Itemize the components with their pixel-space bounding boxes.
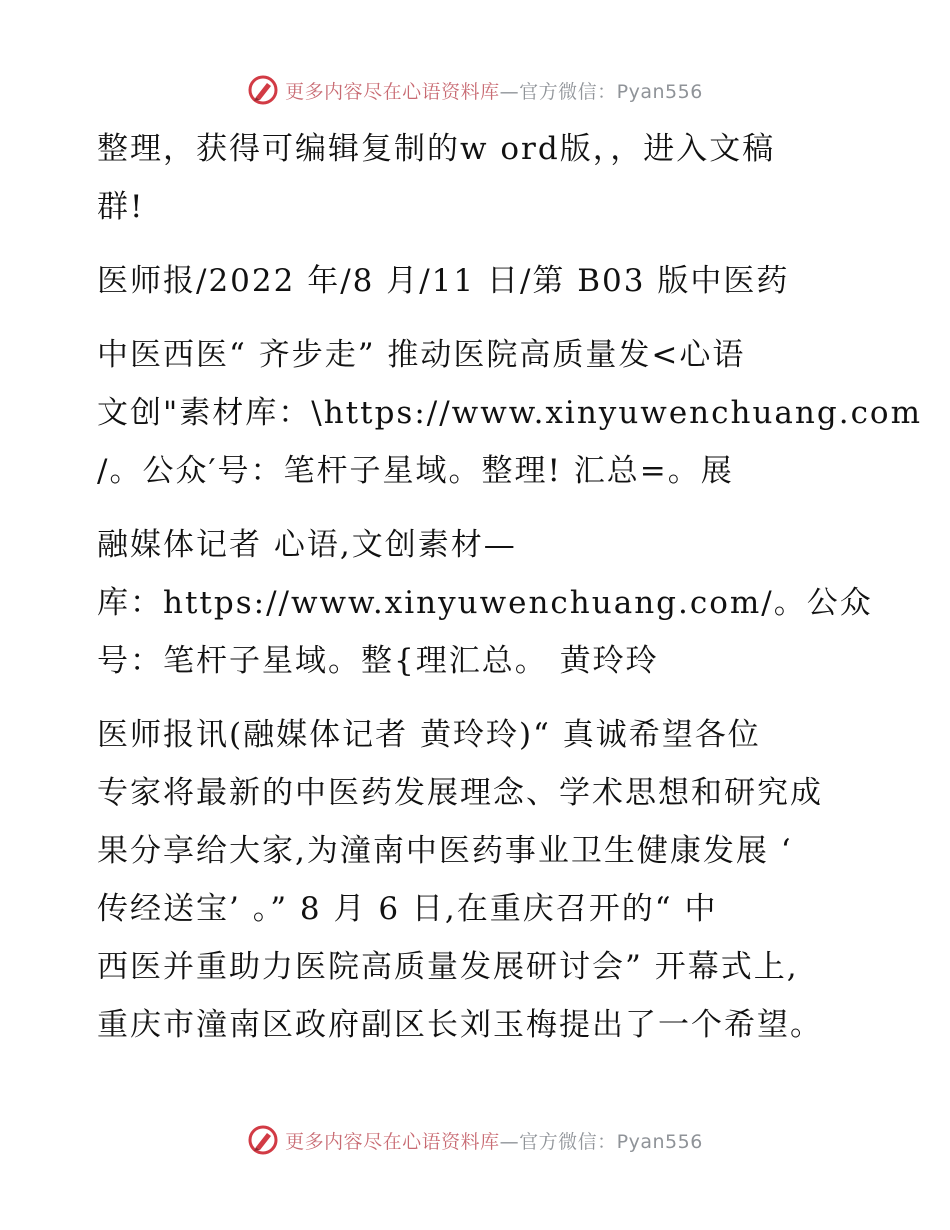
text-line: 传经送宝’ 。” 8 月 6 日,在重庆召开的“ 中: [97, 891, 718, 927]
text-line: /。公众′号：笔杆子星域。整理! 汇总=。展: [97, 453, 734, 489]
text-line: 号：笔杆子星域。整{理汇总。 黄玲玲: [97, 643, 659, 679]
text-line: 专家将最新的中医药发展理念、学术思想和研究成: [97, 775, 823, 811]
banner-site-text: 更多内容尽在心语资料库: [285, 80, 500, 103]
text-line: 库：https://www.xinyuwenchuang.com/。公众: [97, 585, 873, 621]
footer-banner-inner: [247, 1124, 703, 1156]
banner-wechat-text: —官方微信：Pyan556: [499, 1130, 703, 1153]
text-line: 文创"素材库：\https://www.xinyuwenchuang.com: [97, 395, 922, 431]
text-line: 中医西医“ 齐步走” 推动医院高质量发<心语: [97, 337, 746, 373]
banner-site-text: 更多内容尽在心语资料库: [285, 1130, 500, 1153]
paragraph-4: [97, 516, 873, 690]
text-line: 整理，获得可编辑复制的w ord版，，进入文稿: [97, 131, 776, 167]
text-line: 融媒体记者 心语,文创素材—: [97, 527, 517, 563]
text-line: 医师报讯(融媒体记者 黄玲玲)“ 真诚希望各位: [97, 717, 761, 753]
banner-wechat-text: —官方微信：Pyan556: [499, 80, 703, 103]
text-line: 群!: [97, 189, 145, 225]
footer-banner: [0, 1120, 950, 1160]
header-banner-inner: [247, 74, 703, 106]
text-line: 医师报/2022 年/8 月/11 日/第 B03 版中医药: [97, 263, 790, 299]
header-banner: [0, 70, 950, 110]
text-line: 果分享给大家,为潼南中医药事业卫生健康发展 ‘: [97, 833, 793, 869]
banner-text: [285, 1127, 703, 1154]
text-line: 西医并重助力医院高质量发展研讨会” 开幕式上,: [97, 949, 799, 985]
paragraph-3: [97, 326, 922, 500]
paragraph-2: [97, 252, 857, 310]
banner-text: [285, 77, 703, 104]
text-line: 重庆市潼南区政府副区长刘玉梅提出了一个希望。: [97, 1007, 823, 1043]
pen-circle-logo-icon: [247, 74, 279, 106]
pen-circle-logo-icon: [247, 1124, 279, 1156]
paragraph-5: [97, 706, 857, 1054]
document-body: [97, 120, 922, 1070]
paragraph-1: [97, 120, 857, 236]
